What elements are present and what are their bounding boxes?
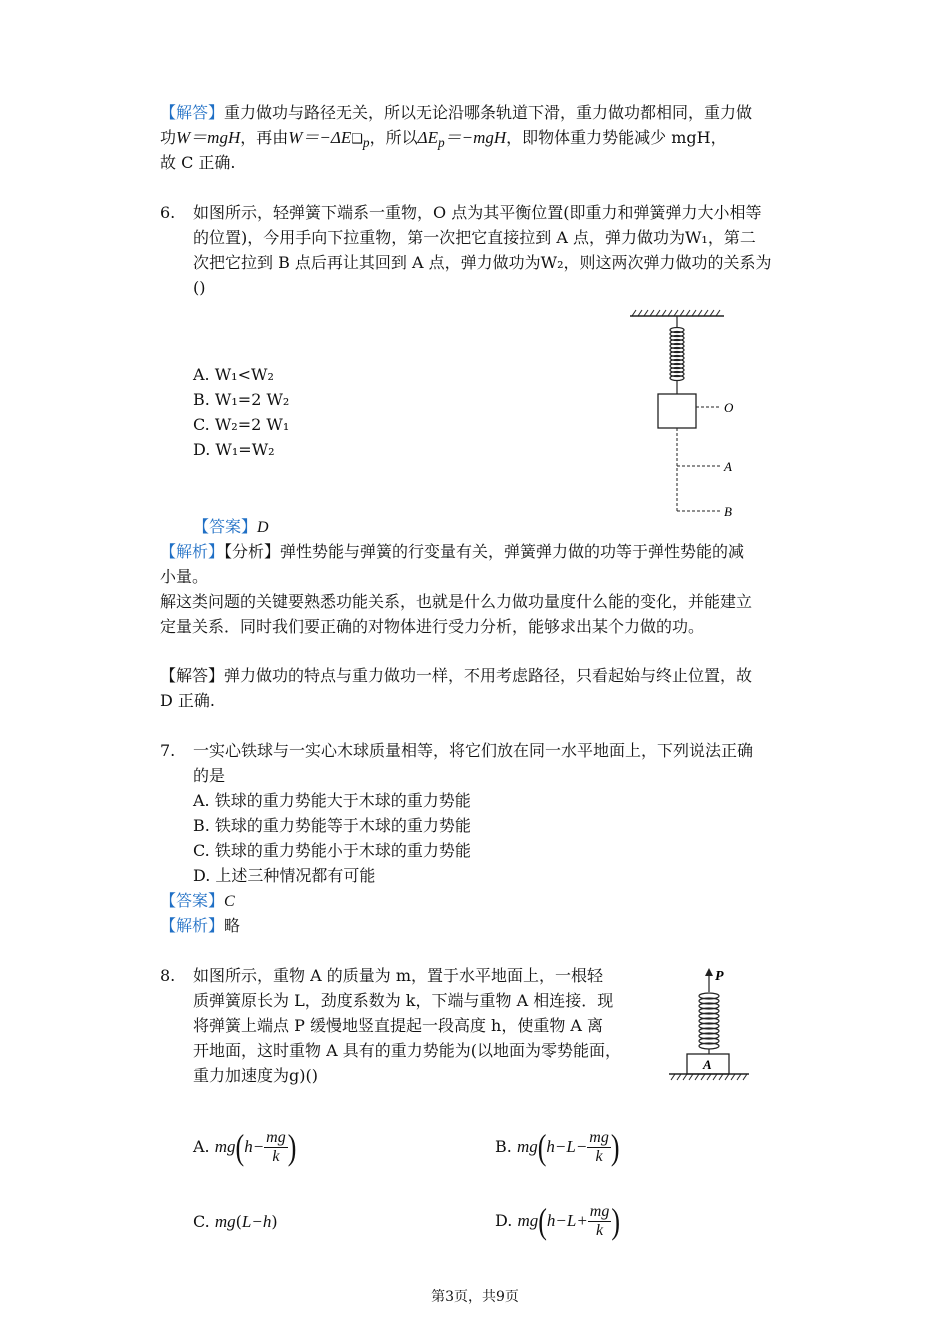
q6-analysis-line2: 小量。: [160, 567, 209, 586]
q7-number: 7.: [160, 741, 176, 760]
q6-number: 6.: [160, 203, 176, 222]
fraction: $\frac{mg}{k}$: [589, 1129, 609, 1165]
q7-analysis: 【解析】略: [160, 916, 241, 935]
q6-option-a: A. W₁<W₂: [193, 365, 274, 384]
q7-line1: 一实心铁球与一实心木球质量相等，将它们放在同一水平地面上，下列说法正确: [193, 741, 754, 760]
q6-analysis-line4: 定量关系．同时我们要正确的对物体进行受力分析，能够求出某个力做的功。: [160, 617, 705, 636]
q8-option-c: C. mg(L−h): [193, 1212, 278, 1231]
ceiling-hatch: [632, 310, 720, 316]
q7-answer: 【答案】C: [160, 891, 235, 910]
top-solution-line2: 功W＝mgH，再由$W=-\Delta E❑_p$，所以$\Delta E_p=-mgH$，即物体重力势能减少 mgH，: [160, 128, 727, 151]
q7-option-c: C. 铁球的重力势能小于木球的重力势能: [193, 841, 471, 860]
q8-number: 8.: [160, 966, 176, 985]
q6-line3: 次把它拉到 B 点后再让其回到 A 点，弹力做功为W₂，则这两次弹力做功的关系为: [193, 253, 772, 272]
q8-line1: 如图所示，重物 A 的质量为 m，置于水平地面上，一根轻: [193, 966, 603, 985]
solution-label: 【解答】: [160, 103, 225, 122]
q8-option-a: A. mg(h− $\frac{mg}{k}$ ): [193, 1126, 297, 1168]
label-b: B: [724, 504, 732, 519]
q8-line5: 重力加速度为g)(): [193, 1066, 318, 1085]
top-solution-line3: 故 C 正确.: [160, 153, 236, 172]
label-o: O: [724, 400, 734, 415]
ground-hatch: [671, 1074, 747, 1080]
q8-option-d: D. mg(h−L+ $\frac{mg}{k}$ ): [495, 1200, 621, 1242]
q8-spring-figure: [665, 964, 755, 1084]
q6-spring-figure: [620, 308, 750, 520]
q6-solution-line1: 【解答】弹力做功的特点与重力做功一样，不用考虑路径，只看起始与终止位置，故: [160, 666, 753, 685]
q6-solution-line2: D 正确.: [160, 691, 216, 710]
page-footer: 第3页，共9页: [431, 1289, 519, 1305]
spring-coil: [670, 328, 684, 381]
fraction: $\frac{mg}{k}$: [266, 1129, 286, 1165]
q6-line2: 的位置)，今用手向下拉重物，第一次把它直接拉到 A 点，弹力做功为W₁，第二: [193, 228, 756, 247]
q6-answer: 【答案】D: [193, 517, 269, 536]
q8-line3: 将弹簧上端点 P 缓慢地竖直提起一段高度 h，使重物 A 离: [193, 1016, 604, 1035]
label-block-a: A: [703, 1057, 712, 1072]
q6-analysis-line3: 解这类问题的关键要熟悉功能关系，也就是什么力做功量度什么能的变化，并能建立: [160, 592, 753, 611]
q7-option-b: B. 铁球的重力势能等于木球的重力势能: [193, 816, 471, 835]
q8-line2: 质弹簧原长为 L，劲度系数为 k，下端与重物 A 相连接．现: [193, 991, 614, 1010]
fraction: $\frac{mg}{k}$: [589, 1203, 610, 1239]
q7-line2: 的是: [193, 766, 226, 785]
q8-line4: 开地面，这时重物 A 具有的重力势能为(以地面为零势能面，: [193, 1041, 621, 1060]
q6-option-d: D. W₁=W₂: [193, 440, 275, 459]
q6-option-b: B. W₁=2 W₂: [193, 390, 290, 409]
label-p: P: [715, 969, 724, 984]
q6-line4: (): [193, 278, 206, 297]
q8-option-b: B. mg(h−L− $\frac{mg}{k}$ ): [495, 1126, 620, 1168]
label-a: A: [724, 459, 732, 474]
q6-line1: 如图所示，轻弹簧下端系一重物，O 点为其平衡位置(即重力和弹簧弹力大小相等: [193, 203, 762, 222]
arrow-up-icon: [705, 968, 713, 976]
q6-option-c: C. W₂=2 W₁: [193, 415, 290, 434]
q7-option-d: D. 上述三种情况都有可能: [193, 866, 376, 885]
q6-analysis-line1: 【解析】【分析】弹性势能与弹簧的行变量有关，弹簧弹力做的功等于弹性势能的减: [160, 542, 745, 561]
weight-block: [658, 394, 696, 428]
placeholder-box: ❑: [351, 132, 363, 147]
spring-coil: [699, 993, 719, 1049]
q7-option-a: A. 铁球的重力势能大于木球的重力势能: [193, 791, 471, 810]
top-solution-line1: 【解答】重力做功与路径无关，所以无论沿哪条轨道下滑，重力做功都相同，重力做: [160, 103, 753, 122]
